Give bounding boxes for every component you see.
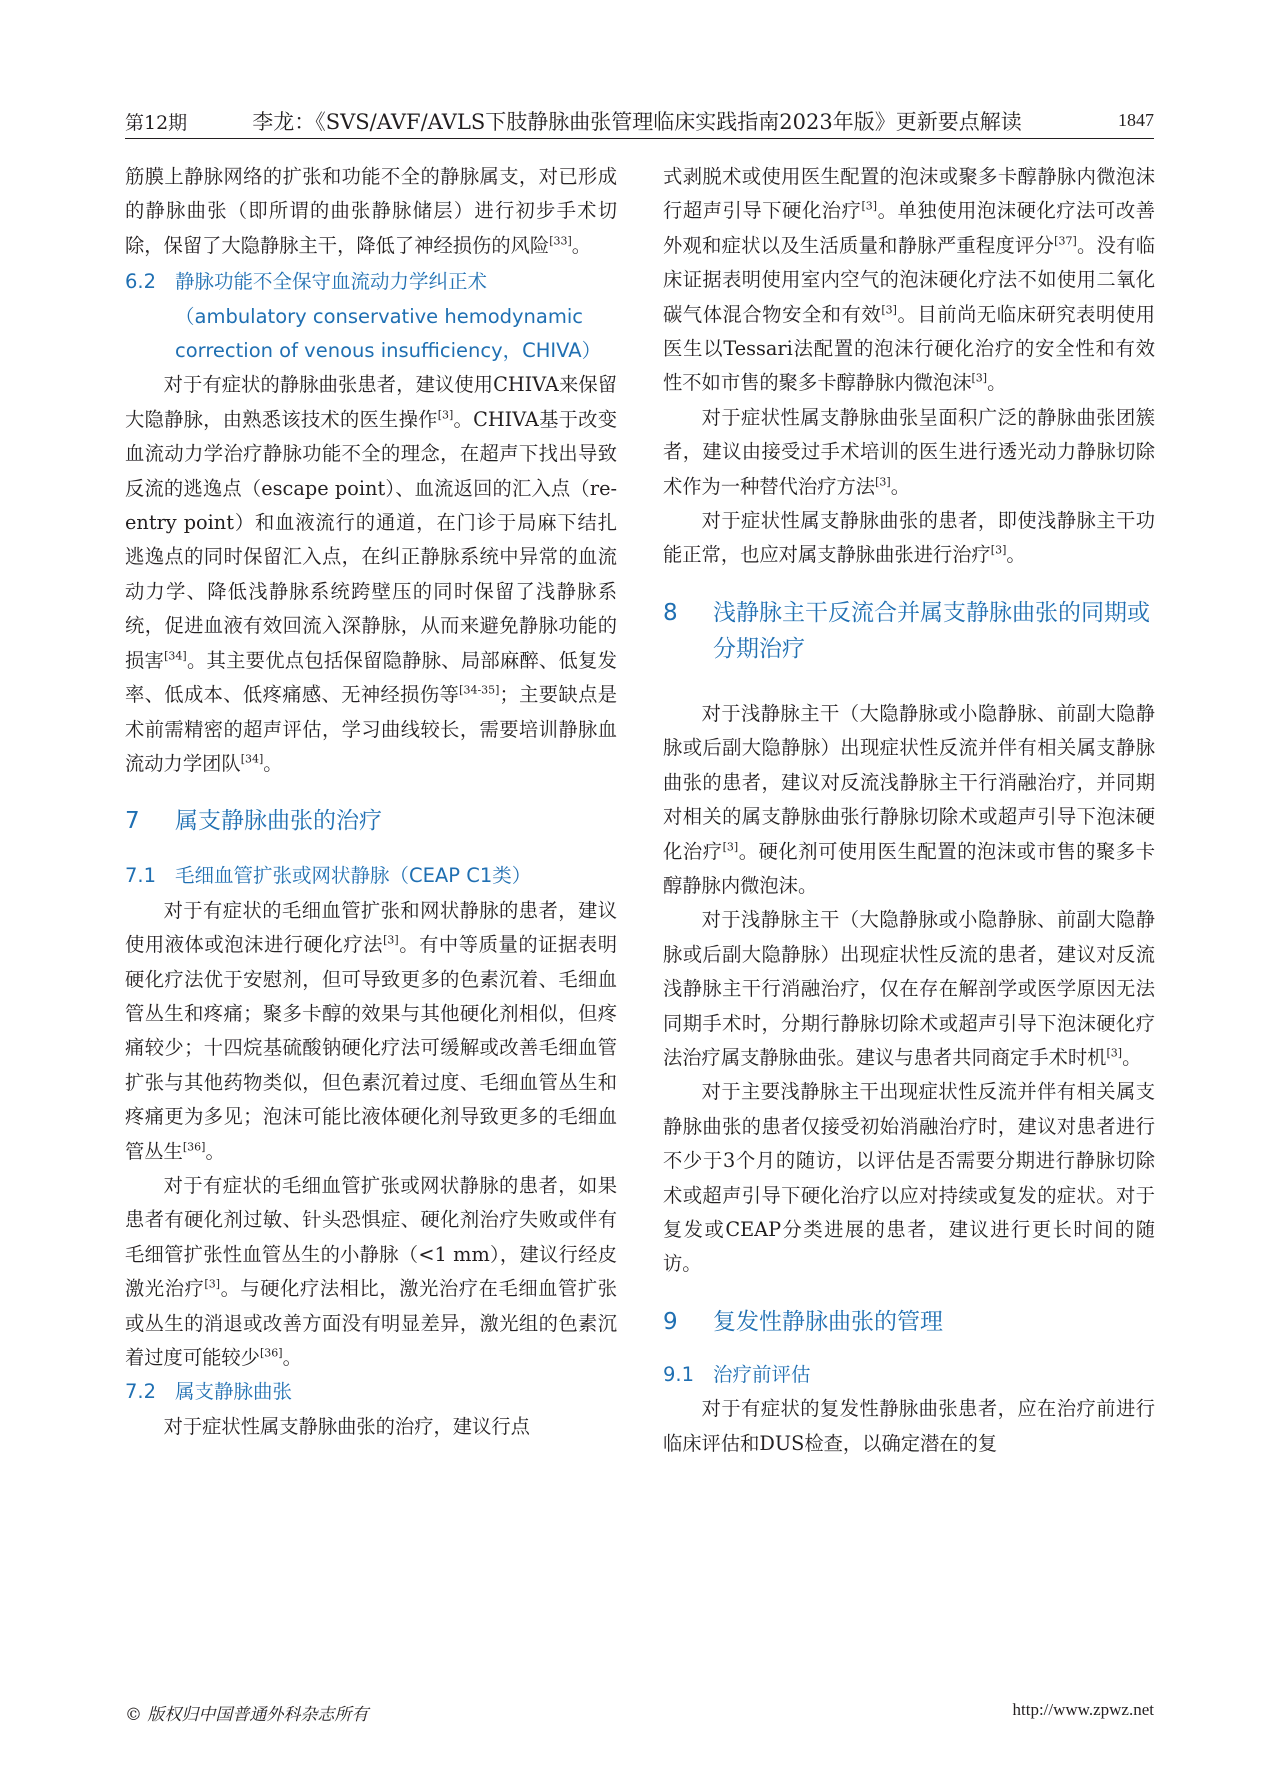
citation[interactable]: [3] bbox=[204, 1277, 220, 1291]
citation[interactable]: [3] bbox=[881, 303, 897, 317]
section-heading-9-1: 9.1 治疗前评估 bbox=[663, 1362, 811, 1386]
journal-url-link[interactable]: http://www.zpwz.net bbox=[1012, 1700, 1154, 1719]
citation[interactable]: [3] bbox=[971, 372, 988, 386]
paragraph: 对于浅静脉主干（大隐静脉或小隐静脉、前副大隐静脉或后副大隐静脉）出现症状性反流并伴有相关属支静脉曲张的患者，建议对反流浅静脉主干行消融治疗，并同期对相关的属支静脉曲张行静脉切除术或超声引导下泡沫硬化治疗[3]。硬化剂可使用医生配置的泡沫或市售的聚多卡醇静脉内微泡沫。 bbox=[663, 701, 1156, 897]
citation[interactable]: [34] bbox=[240, 752, 264, 766]
running-header bbox=[125, 102, 1154, 139]
citation[interactable]: [36] bbox=[182, 1140, 206, 1154]
section-heading-6-2: 6.2 静脉功能不全保守血流动力学纠正术（ambulatory conservative hemodynamic correction of venous insufficiency，CHIVA） bbox=[125, 270, 602, 363]
citation[interactable]: [3] bbox=[990, 544, 1007, 558]
paragraph: 对于有症状的静脉曲张患者，建议使用CHIVA来保留大隐静脉，由熟悉该技术的医生操作[3]。CHIVA基于改变血流动力学治疗静脉功能不全的理念，在超声下找出导致反流的逃逸点（escape point）、血流返回的汇入点（re-entry point）和血液流行的通道，在门诊于局麻下结扎逃逸点的同时保留汇入点，在纠正静脉系统中异常的血流动力学、降低浅静脉系统跨壁压的同时保留了浅静脉系统，促进血液有效回流入深静脉，从而来避免静脉功能的损害[34]。其主要优点包括保留隐静脉、局部麻醉、低复发率、低成本、低疼痛感、无神经损伤等[34-35]；主要缺点是术前需精密的超声评估，学习曲线较长，需要培训静脉血流动力学团队[34]。 bbox=[125, 373, 618, 775]
citation[interactable]: [3] bbox=[861, 199, 878, 213]
right-column bbox=[663, 160, 1155, 1461]
citation[interactable]: [3] bbox=[383, 933, 399, 947]
citation[interactable]: [34-35] bbox=[459, 683, 500, 697]
copyright-notice: © 版权归中国普通外科杂志所有 bbox=[125, 1705, 369, 1725]
citation[interactable]: [3] bbox=[722, 840, 739, 854]
left-column bbox=[125, 160, 617, 1444]
paragraph: 对于有症状的毛细血管扩张或网状静脉的患者，如果患者有硬化剂过敏、针头恐惧症、硬化剂治疗失败或伴有毛细管扩张性血管丛生的小静脉（<1 mm），建议行经皮激光治疗[3]。与硬化疗法相比，激光治疗在毛细血管扩张或丛生的消退或改善方面没有明显差异，激光组的色素沉着过度可能较少[36]。 bbox=[125, 1173, 618, 1369]
section-heading-9: 9 复发性静脉曲张的管理 bbox=[663, 1308, 943, 1335]
citation[interactable]: [37] bbox=[1054, 234, 1077, 248]
citation[interactable]: [3] bbox=[437, 408, 454, 422]
citation[interactable]: [36] bbox=[259, 1346, 283, 1360]
paragraph: 对于症状性属支静脉曲张呈面积广泛的静脉曲张团簇者，建议由接受过手术培训的医生进行透光动力静脉切除术作为一种替代治疗方法[3]。 bbox=[663, 405, 1155, 498]
paragraph: 对于有症状的复发性静脉曲张患者，应在治疗前进行临床评估和DUS检查，以确定潜在的复 bbox=[663, 1397, 1155, 1455]
paragraph: 对于浅静脉主干（大隐静脉或小隐静脉、前副大隐静脉或后副大隐静脉）出现症状性反流的患者，建议对反流浅静脉主干行消融治疗，仅在存在解剖学或医学原因无法同期手术时，分期行静脉切除术或超声引导下泡沫硬化疗法治疗属支静脉曲张。建议与患者共同商定手术时机[3]。 bbox=[663, 908, 1155, 1069]
paragraph: 对于症状性属支静脉曲张的治疗，建议行点 bbox=[163, 1414, 530, 1438]
paragraph: 对于主要浅静脉主干出现症状性反流并伴有相关属支静脉曲张的患者仅接受初始消融治疗时，建议对患者进行不少于3个月的随访，以评估是否需要分期进行静脉切除术或超声引导下硬化治疗以应对持续或复发的症状。对于复发或CEAP分类进展的患者，建议进行更长时间的随访。 bbox=[663, 1080, 1155, 1276]
issue-number: 第12期 bbox=[125, 112, 188, 134]
paragraph: 对于有症状的毛细血管扩张和网状静脉的患者，建议使用液体或泡沫进行硬化疗法[3]。有中等质量的证据表明硬化疗法优于安慰剂，但可导致更多的色素沉着、毛细血管丛生和疼痛；聚多卡醇的效果与其他硬化剂相似，但疼痛较少；十四烷基硫酸钠硬化疗法可缓解或改善毛细血管扩张与其他药物类似，但色素沉着过度、毛细血管丛生和疼痛更为多见；泡沫可能比液体硬化剂导致更多的毛细血管丛生[36]。 bbox=[125, 898, 618, 1163]
paragraph: 式剥脱术或使用医生配置的泡沫或聚多卡醇静脉内微泡沫行超声引导下硬化治疗[3]。单独使用泡沫硬化疗法可改善外观和症状以及生活质量和静脉严重程度评分[37]。没有临床证据表明使用室内空气的泡沫硬化疗法不如使用二氧化碳气体混合物安全和有效[3]。目前尚无临床研究表明使用医生以Tessari法配置的泡沫行硬化治疗的安全性和有效性不如市售的聚多卡醇静脉内微泡沫[3]。 bbox=[663, 165, 1156, 395]
section-heading-7-2: 7.2 属支静脉曲张 bbox=[125, 1380, 293, 1404]
citation[interactable]: [33] bbox=[549, 234, 572, 248]
section-heading-7-1: 7.1 毛细血管扩张或网状静脉（CEAP C1类） bbox=[125, 864, 532, 888]
citation[interactable]: [3] bbox=[875, 475, 891, 489]
citation[interactable]: [3] bbox=[1106, 1046, 1123, 1060]
citation[interactable]: [34] bbox=[164, 649, 187, 663]
page-number: 1847 bbox=[1118, 110, 1154, 130]
paragraph: 对于症状性属支静脉曲张的患者，即使浅静脉主干功能正常，也应对属支静脉曲张进行治疗[3]。 bbox=[663, 509, 1155, 567]
paragraph: 筋膜上静脉网络的扩张和功能不全的静脉属支，对已形成的静脉曲张（即所谓的曲张静脉储层）进行初步手术切除，保留了大隐静脉主干，降低了神经损伤的风险[33]。 bbox=[125, 165, 617, 257]
section-heading-8: 8 浅静脉主干反流合并属支静脉曲张的同期或分期治疗 bbox=[663, 599, 1150, 662]
section-heading-7: 7 属支静脉曲张的治疗 bbox=[125, 808, 382, 835]
running-title: 李龙：《SVS/AVF/AVLS下肢静脉曲张管理临床实践指南2023年版》更新要点解读 bbox=[252, 110, 1022, 134]
